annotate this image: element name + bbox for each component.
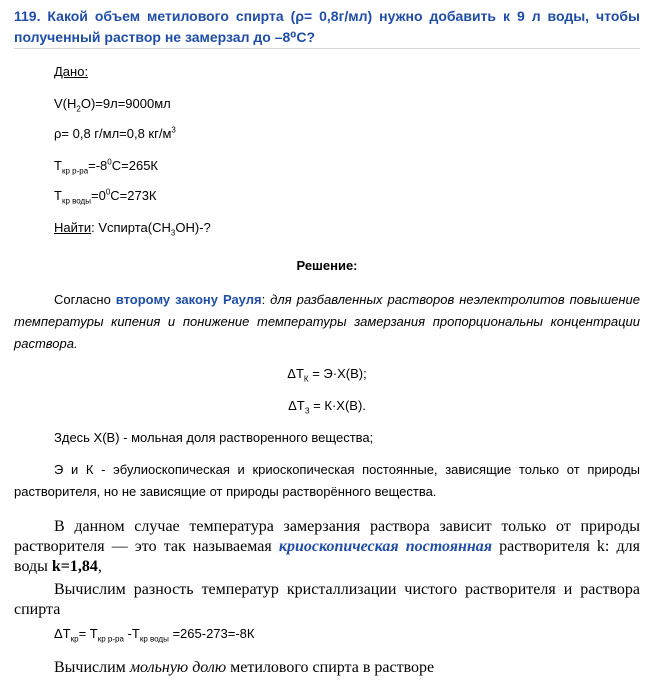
given-t-water: $T_{кр воды}=0^0С=273К$ [54,187,157,206]
given-header: Дано: [54,64,89,79]
given-water-volume: $V(H_2O)=9л=9000мл$ [54,96,171,114]
note-mole-fraction: Здесь X(B) - мольная доля растворенного вещества; [54,430,374,445]
cryoscopic-constant-term: криоскопическая постоянная [278,538,492,555]
find-line: Найти: $Vспирта(CH_3OH)-$? [54,220,211,238]
raoult-law-link: второму закону Рауля [115,292,262,307]
mole-fraction-paragraph: Вычислим мольную долю метилового спирта в растворе [54,659,435,676]
title-divider [14,48,640,49]
find-label: Найти [54,220,92,235]
freezing-paragraph: В данном случае температура замерзания раствора зависит только от природы растворителя — это так называемая криоскопическая постоянная растворителя k: для воды k=1,84, [14,518,640,575]
problem-title: 119. Какой объем метилового спирта (ρ= 0,8г/мл) нужно добавить к 9 л воды, чтобы полученный раствор не замерзал до –8⁰С? [14,8,640,45]
formula-boiling: $\Delta T_К = Э\cdot X(B)$; [287,366,367,384]
formula-freezing: $\Delta T_З = К\cdot X(B)$. [288,398,366,416]
difference-paragraph: Вычислим разность температур кристаллизации чистого растворителя и раствора спирта [14,581,640,618]
given-density: ρ= 0,8 г/мл=0,8 $кг/м^3$ [54,125,176,141]
note-constants: Э и К - эбулиоскопическая и криоскопическая постоянные, зависящие только от природы растворителя, но не зависящие от природы растворённого вещества. [14,462,640,499]
solution-header: Решение: [296,258,358,273]
raoult-paragraph: Согласно второму закону Рауля: для разбавленных растворов неэлектролитов повышение температуры кипения и понижение температуры замерзания пропорциональны концентрации раствора. [14,292,641,351]
given-t-solution: $T_{кр р-ра}=-8^0С=265К$ [54,157,158,176]
delta-t-calculation: $\Delta T_{кр}= T_{кр р-ра}$ $-T_{кр воды} =265-273=-8К$ [54,626,255,644]
k-value: k=1,84 [51,558,98,575]
